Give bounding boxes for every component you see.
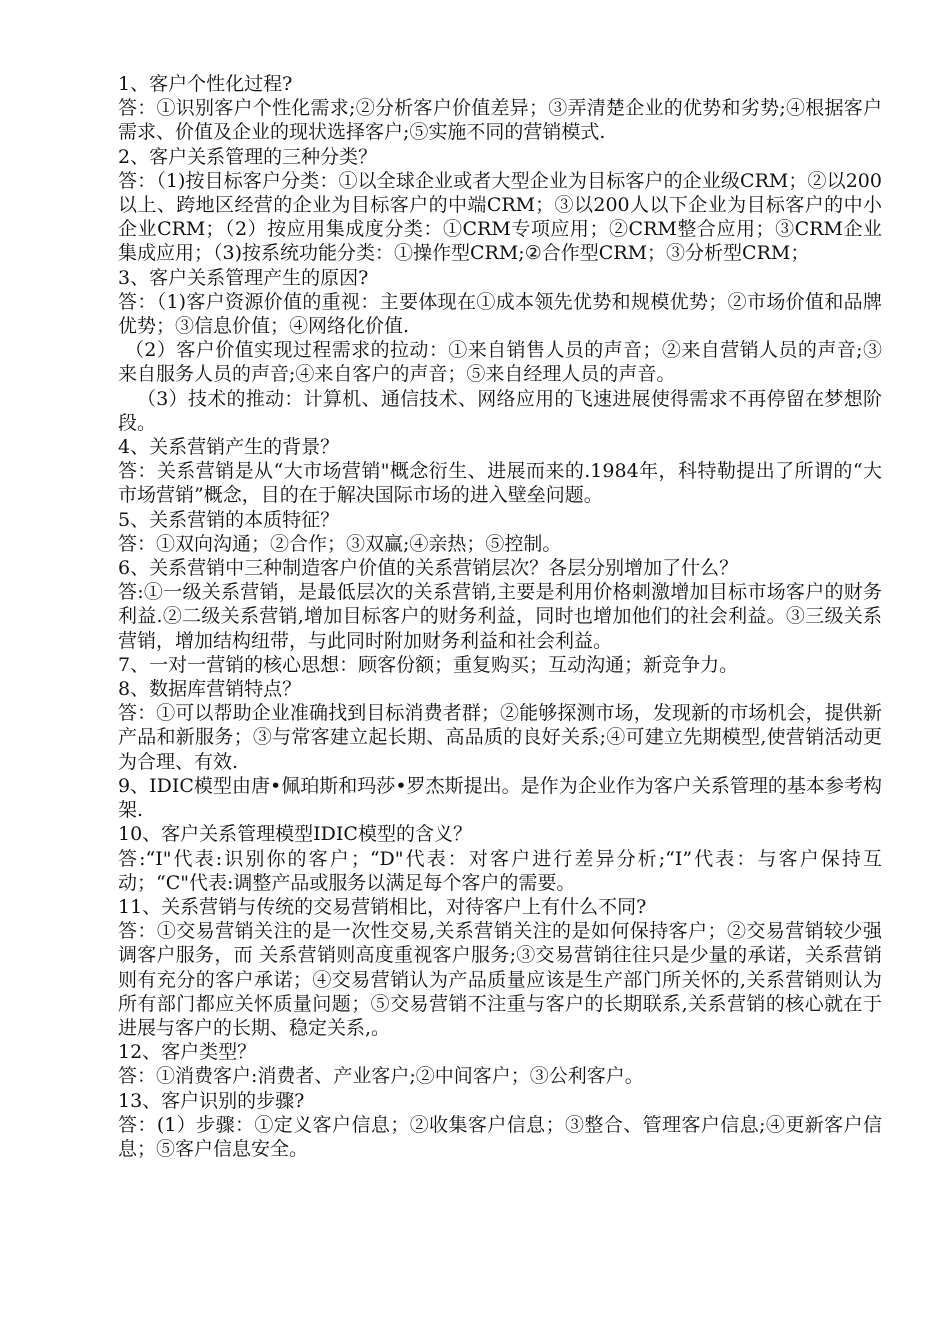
question-12-answer: 答：①消费客户:消费者、产业客户;②中间客户；③公利客户。 (118, 1065, 644, 1088)
question-6-title: 6、关系营销中三种制造客户价值的关系营销层次？各层分别增加了什么？ (118, 557, 739, 580)
question-1-title: 1、客户个性化过程? (118, 73, 293, 95)
question-11-answer: 答：①交易营销关注的是一次性交易,关系营销关注的是如何保持客户；②交易营销较少强调客户服务，而 关系营销则高度重视客户服务;③交易营销往往只是少量的承诺，关系营销则有充分的客户承诺；④交易营销认为产品质量应该是生产部门所关怀的,关系营销则认为所有部门都应关怀质量问题；⑤交易营销不注重与客户的长期联系,关系营销的核心就在于进展与客户的长期、稳定关系,。 (118, 920, 882, 1039)
question-3-answer-part-3: （3）技术的推动：计算机、通信技术、网络应用的飞速进展使得需求不再停留在梦想阶段。 (118, 387, 882, 434)
question-5-title: 5、关系营销的本质特征？ (118, 508, 340, 531)
question-11-title: 11、关系营销与传统的交易营销相比，对待客户上有什么不同? (118, 895, 647, 918)
question-10-title: 10、客户关系管理模型IDIC模型的含义？ (118, 823, 472, 846)
question-3-answer-part-1: 答：（1)客户资源价值的重视：主要体现在①成本领先优势和规模优势；②市场价值和品牌优势；③信息价值；④网络化价值. (118, 290, 882, 338)
question-7-statement: 7、一对一营销的核心思想：顾客份额；重复购买；互动沟通；新竞争力。 (118, 653, 739, 676)
question-3-answer-part-2: （2）客户价值实现过程需求的拉动：①来自销售人员的声音；②来自营销人员的声音;③来自服务人员的声音;④来自客户的声音；⑤来自经理人员的声音。 (118, 339, 882, 386)
question-13-title: 13、客户识别的步骤? (118, 1089, 305, 1112)
question-10-answer: 答:“I"代表:识别你的客户；“D"代表：对客户进行差异分析;“I”代表：与客户保持互动；“C"代表:调整产品或服务以满足每个客户的需要。 (118, 847, 882, 894)
question-3-title: 3、客户关系管理产生的原因? (118, 266, 369, 289)
question-13-answer: 答：(1）步骤：①定义客户信息；②收集客户信息；③整合、管理客户信息;④更新客户信息；⑤客户信息安全。 (118, 1113, 882, 1160)
question-9-statement: 9、IDIC模型由唐•佩珀斯和玛莎•罗杰斯提出。是作为企业作为客户关系管理的基本参考构架. (118, 774, 882, 822)
question-4-answer: 答：关系营销是从“大市场营销"概念衍生、进展而来的.1984年，科特勒提出了所谓的“大市场营销”概念，目的在于解决国际市场的进入壁垒问题。 (118, 460, 882, 507)
question-2-answer: 答：（1)按目标客户分类：①以全球企业或者大型企业为目标客户的企业级CRM；②以200以上、跨地区经营的企业为目标客户的中端CRM；③以200人以下企业为目标客户的中小企业CRM；（2）按应用集成度分类：①CRM专项应用；②CRM整合应用；③CRM企业集成应用；（3)按系统功能分类：①操作型CRM;②合作型CRM；③分析型CRM； (118, 169, 882, 265)
question-4-title: 4、关系营销产生的背景？ (118, 436, 340, 459)
question-6-answer: 答:①一级关系营销，是最低层次的关系营销,主要是利用价格刺激增加目标市场客户的财务利益.②二级关系营销,增加目标客户的财务利益，同时也增加他们的社会利益。③三级关系营销，增加结构纽带，与此同时附加财务利益和社会利益。 (118, 581, 882, 652)
question-2-title: 2、客户关系管理的三种分类？ (118, 145, 378, 168)
document-page (118, 72, 882, 1161)
question-5-answer: 答：①双向沟通；②合作；③双赢;④亲热；⑤控制。 (118, 532, 562, 555)
question-12-title: 12、客户类型？ (118, 1041, 257, 1064)
question-8-title: 8、数据库营销特点？ (118, 678, 302, 701)
question-8-answer: 答：①可以帮助企业准确找到目标消费者群；②能够探测市场，发现新的市场机会，提供新产品和新服务；③与常客建立起长期、高品质的良好关系;④可建立先期模型,使营销活动更为合理、有效. (118, 702, 882, 773)
question-1-answer: 答：①识别客户个性化需求;②分析客户价值差异；③弄清楚企业的优势和劣势;④根据客户需求、价值及企业的现状选择客户;⑤实施不同的营销模式. (118, 97, 882, 144)
